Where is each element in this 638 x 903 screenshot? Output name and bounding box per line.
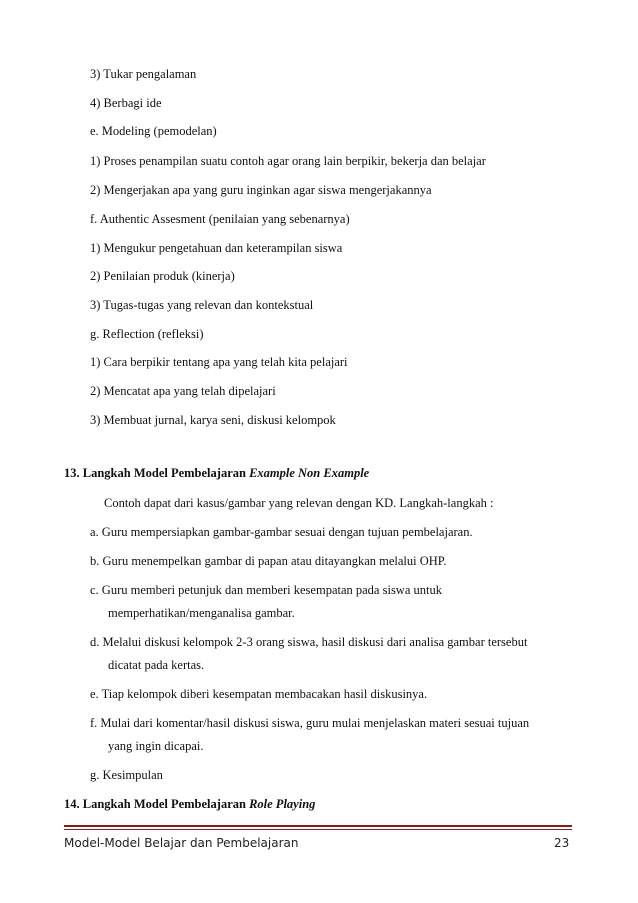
list-item: d. Melalui diskusi kelompok 2-3 orang siswa, hasil diskusi dari analisa gambar tersebut [90,635,528,649]
list-item: g. Kesimpulan [90,768,163,782]
list-item: 3) Tukar pengalaman [90,67,197,81]
list-item: f. Authentic Assesment (penilaian yang sebenarnya) [90,212,350,226]
heading-italic-text: Example Non Example [249,466,370,480]
heading-text: 14. Langkah Model Pembelajaran [64,797,250,811]
list-item: e. Modeling (pemodelan) [90,124,217,138]
section-intro: Contoh dapat dari kasus/gambar yang relevan dengan KD. Langkah-langkah : [104,496,494,510]
heading-text: 13. Langkah Model Pembelajaran [64,466,250,480]
list-item: 3) Tugas-tugas yang relevan dan kontekstual [90,298,314,312]
list-item: 2) Mengerjakan apa yang guru inginkan agar siswa mengerjakannya [90,183,432,197]
list-item: 1) Mengukur pengetahuan dan keterampilan siswa [90,241,343,255]
footer-title: Model-Model Belajar dan Pembelajaran [64,836,299,850]
list-item: 4) Berbagi ide [90,96,162,110]
list-item-continuation: yang ingin dicapai. [108,739,204,753]
list-item: e. Tiap kelompok diberi kesempatan membacakan hasil diskusinya. [90,687,428,701]
list-item: 1) Proses penampilan suatu contoh agar orang lain berpikir, bekerja dan belajar [90,154,486,168]
list-item: g. Reflection (refleksi) [90,327,204,341]
list-item-continuation: dicatat pada kertas. [108,658,205,672]
list-item: 2) Mencatat apa yang telah dipelajari [90,384,276,398]
section-heading-14 [64,796,315,812]
heading-italic-text: Role Playing [249,797,316,811]
list-item-continuation: memperhatikan/menganalisa gambar. [108,606,295,620]
list-item: a. Guru mempersiapkan gambar-gambar sesuai dengan tujuan pembelajaran. [90,525,473,539]
page-number: 23 [554,836,570,850]
list-item: 2) Penilaian produk (kinerja) [90,269,235,283]
list-item: b. Guru menempelkan gambar di papan atau ditayangkan melalui OHP. [90,554,447,568]
list-item: c. Guru memberi petunjuk dan memberi kesempatan pada siswa untuk [90,583,442,597]
list-item: f. Mulai dari komentar/hasil diskusi siswa, guru mulai menjelaskan materi sesuai tujuan [90,716,530,730]
footer-divider [64,825,572,827]
list-item: 1) Cara berpikir tentang apa yang telah kita pelajari [90,355,348,369]
section-heading-13 [64,465,369,481]
list-item: 3) Membuat jurnal, karya seni, diskusi kelompok [90,413,336,427]
footer-divider [64,829,572,830]
